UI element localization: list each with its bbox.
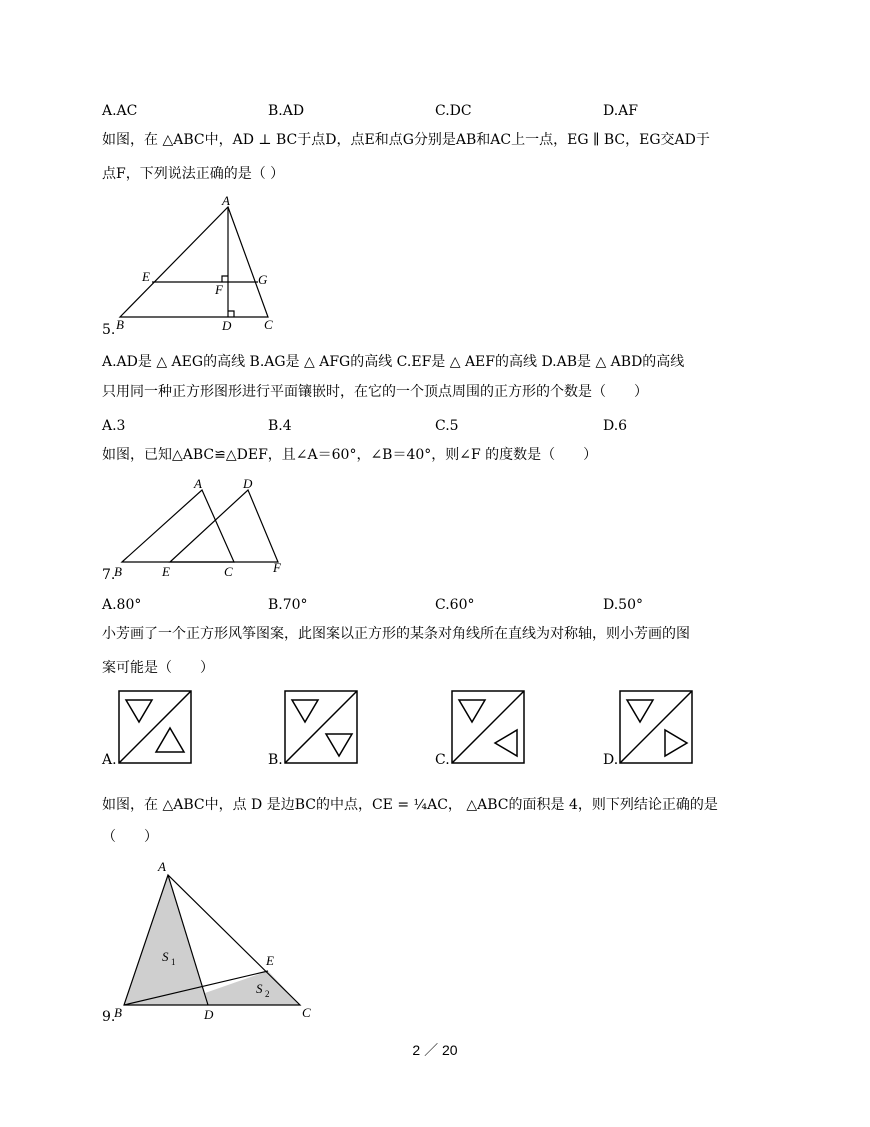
q4-option-c: C.DC — [435, 103, 472, 119]
q8-stem-line2: 案可能是（ ） — [102, 660, 214, 676]
q8-option-a: A. — [102, 752, 117, 768]
q6-option-b: B.4 — [268, 418, 292, 434]
q6-stem: 只用同一种正方形图形进行平面镶嵌时，在它的一个顶点周围的正方形的个数是（ ） — [102, 384, 648, 400]
q8-option-c: C. — [435, 752, 450, 768]
q7-label-c: C — [224, 564, 233, 579]
page-number: 2 ／ 20 — [412, 1042, 458, 1058]
q7-stem: 如图，已知△ABC≌△DEF，且∠A＝60°，∠B＝40°，则∠F 的度数是（ ） — [102, 447, 598, 463]
q7-option-a: A.80° — [102, 597, 142, 613]
q9-figure — [100, 855, 330, 1025]
q5-figure — [100, 195, 300, 340]
q4-option-b: B.AD — [268, 103, 305, 119]
q9-label-d: D — [204, 1007, 214, 1022]
q8-figure-b — [284, 690, 360, 766]
q7-figure — [100, 472, 300, 582]
q5-options: A.AD是 △ AEG的高线 B.AG是 △ AFG的高线 C.EF是 △ AEF的高线 D.AB是 △ ABD的高线 — [102, 354, 685, 370]
q9-label-b: B — [114, 1005, 122, 1020]
q9-label-c: C — [302, 1005, 311, 1020]
q5-label-d: D — [222, 318, 232, 333]
q7-label-b: B — [114, 564, 122, 579]
q7-number: 7. — [102, 567, 116, 583]
q6-option-d: D.6 — [603, 418, 628, 434]
q9-shaded-s1 — [124, 875, 208, 1005]
q8-option-d: D. — [603, 752, 619, 768]
q9-label-s1-sub: 1 — [171, 957, 176, 967]
q5-label-g: G — [258, 272, 268, 287]
q9-number: 9. — [102, 1009, 116, 1025]
q9-label-e: E — [266, 953, 274, 968]
q5-label-f: F — [215, 282, 223, 297]
q9-label-s1: S — [162, 949, 169, 964]
q5-stem-line2: 点F，下列说法正确的是（ ） — [102, 166, 285, 182]
q9-label-s2-sub: 2 — [265, 989, 270, 999]
q5-label-c: C — [264, 317, 273, 332]
q8-figure-c — [451, 690, 527, 766]
q9-stem-line1: 如图，在 △ABC中，点 D 是边BC的中点，CE = ¼AC， △ABC的面积是 4，则下列结论正确的是 — [102, 797, 718, 813]
q5-label-b: B — [116, 317, 124, 332]
q7-label-a: A — [194, 476, 202, 491]
q8-figure-a — [118, 690, 194, 766]
q6-option-c: C.5 — [435, 418, 459, 434]
q7-option-d: D.50° — [603, 597, 643, 613]
q5-stem-line1: 如图，在 △ABC中，AD ⊥ BC于点D，点E和点G分别是AB和AC上一点，EG ∥ BC，EG交AD于 — [102, 132, 710, 148]
q7-label-d: D — [243, 476, 253, 491]
q7-label-e: E — [162, 564, 170, 579]
q7-option-c: C.60° — [435, 597, 475, 613]
q9-label-s2: S — [256, 981, 263, 996]
q7-option-b: B.70° — [268, 597, 308, 613]
q5-label-a: A — [222, 193, 230, 208]
q9-stem-line2: （ ） — [102, 829, 158, 845]
q8-option-b: B. — [268, 752, 283, 768]
q8-stem-line1: 小芳画了一个正方形风筝图案，此图案以正方形的某条对角线所在直线为对称轴，则小芳画的图 — [102, 626, 690, 642]
q5-number: 5. — [102, 322, 116, 338]
q6-option-a: A.3 — [102, 418, 126, 434]
q5-label-e: E — [142, 269, 150, 284]
q4-option-a: A.AC — [102, 103, 138, 119]
q7-label-f: F — [273, 560, 281, 575]
q4-option-d: D.AF — [603, 103, 638, 119]
q9-shaded-s2 — [205, 971, 300, 1005]
q8-figure-d — [619, 690, 695, 766]
q9-label-a: A — [158, 859, 166, 874]
